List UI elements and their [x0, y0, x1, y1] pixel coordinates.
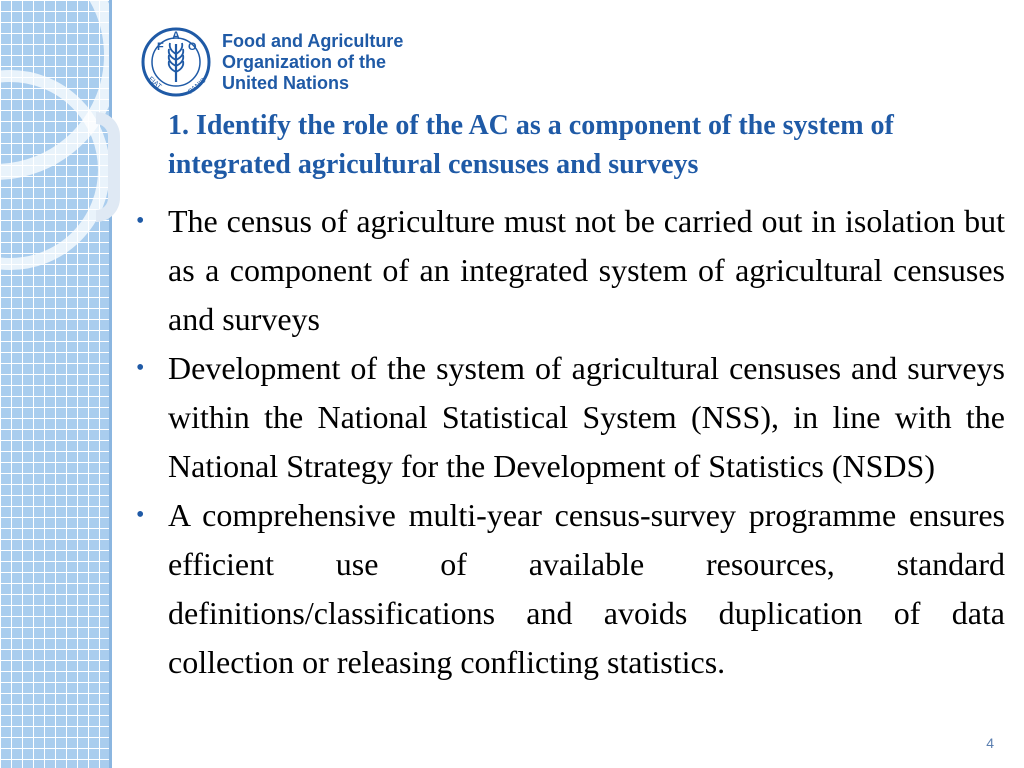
page-number: 4	[986, 735, 994, 751]
bullet-text: The census of agriculture must not be carried out in isolation but as a component of an integrated system of agricultural censuses and surveys	[168, 203, 1005, 337]
emblem-motto-right: PANIS	[187, 77, 208, 96]
bullet-item	[136, 491, 1005, 687]
emblem-letter-o: O	[188, 41, 197, 53]
bullet-list	[136, 197, 1005, 687]
bullet-icon: •	[136, 355, 145, 381]
bullet-item	[136, 197, 1005, 344]
decorative-ring-edge	[96, 112, 120, 222]
bullet-icon: •	[136, 502, 145, 528]
organization-name-line: Organization of the	[222, 51, 386, 72]
bullet-text: Development of the system of agricultural censuses and surveys within the National Statistical System (NSS), in line with the National Strategy for the Development of Statistics (NSDS)	[168, 350, 1005, 484]
organization-name-line: United Nations	[222, 72, 350, 93]
bullet-icon: •	[136, 208, 145, 234]
fao-emblem-icon	[140, 26, 212, 98]
bullet-text: A comprehensive multi-year census-survey programme ensures efficient use of available resources, standard definitions/classifications and avoids duplication of data collection or releasing conflicting statistics.	[168, 497, 1005, 680]
emblem-motto-left: FIAT	[146, 75, 163, 91]
organization-name	[222, 31, 403, 94]
bullet-item	[136, 344, 1005, 491]
emblem-letter-f: F	[157, 41, 164, 53]
emblem-letter-a: A	[172, 30, 180, 42]
slide-title: 1. Identify the role of the AC as a component of the system of integrated agricultural censuses and surveys	[168, 110, 894, 180]
fao-logo	[140, 26, 403, 98]
organization-name-line: Food and Agriculture	[222, 30, 404, 51]
